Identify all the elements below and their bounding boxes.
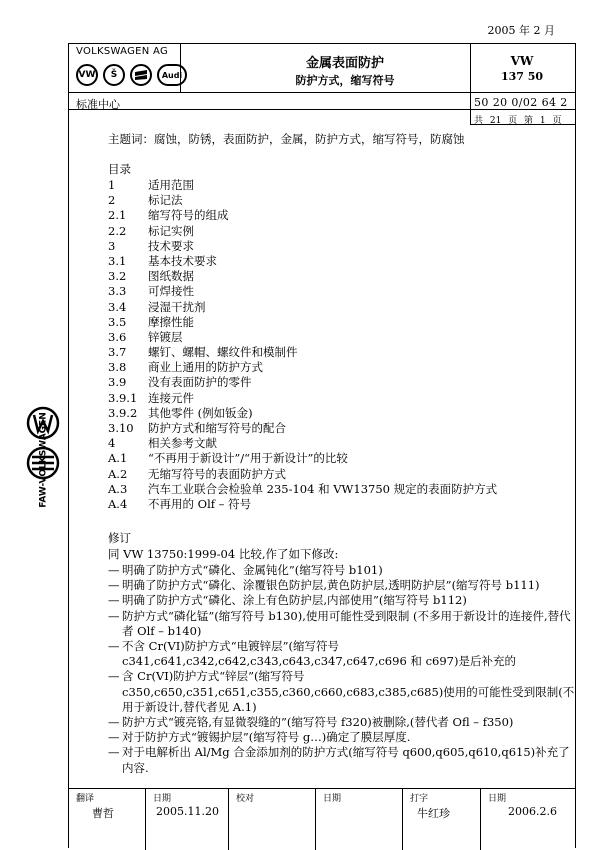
toc-text: 无缩写符号的表面防护方式 bbox=[148, 466, 286, 481]
document-number: 50 20 0/02 64 2 bbox=[474, 96, 568, 109]
toc-number: 2 bbox=[108, 193, 116, 208]
dash-bullet-icon: — bbox=[108, 593, 120, 608]
brand-name: VOLKSWAGEN AG bbox=[76, 46, 169, 57]
toc-number: 3.4 bbox=[108, 299, 127, 314]
toc-number: 3.6 bbox=[108, 329, 127, 344]
document-subtitle: 防护方式，缩写符号 bbox=[295, 74, 395, 87]
toc-item bbox=[108, 391, 497, 406]
toc-item bbox=[108, 421, 497, 436]
standard-number: 137 50 bbox=[500, 70, 544, 83]
document-date: 2005 年 2 月 bbox=[487, 24, 555, 37]
change-item bbox=[108, 639, 578, 669]
toc-number: A.2 bbox=[108, 466, 128, 481]
toc-number: 3.9.1 bbox=[108, 390, 138, 405]
toc-item bbox=[108, 224, 497, 239]
toc-item bbox=[108, 375, 497, 390]
toc-text: 相关参考文献 bbox=[148, 436, 217, 451]
footer-column-divider bbox=[402, 788, 403, 850]
change-text: 含 Cr(VI)防护方式“锌层”(缩写符号 c350,c650,c351,c651,c355,c360,c660,c683,c385,c685)使用的可能性受到限制(不用于新设计,替代者见 A.1) bbox=[122, 669, 575, 714]
translator-name: 曹哲 bbox=[92, 807, 114, 820]
skoda-logo-icon: Š bbox=[103, 64, 125, 86]
change-item bbox=[108, 730, 578, 745]
change-item bbox=[108, 593, 578, 608]
toc-item bbox=[108, 360, 497, 375]
toc-item bbox=[108, 254, 497, 269]
toc-item bbox=[108, 497, 497, 512]
header-divider bbox=[68, 92, 576, 93]
toc-item bbox=[108, 284, 497, 299]
toc-item bbox=[108, 345, 497, 360]
toc-number: 1 bbox=[108, 178, 116, 192]
footer-column-divider bbox=[315, 788, 316, 850]
toc-item bbox=[108, 436, 497, 451]
toc-text: 商业上通用的防护方式 bbox=[148, 360, 263, 375]
toc-heading: 目录 bbox=[108, 162, 131, 176]
toc-text: “不再用于新设计”/“用于新设计”的比较 bbox=[148, 451, 348, 466]
change-item bbox=[108, 563, 578, 578]
dash-bullet-icon: — bbox=[108, 639, 120, 654]
toc-number: 3.8 bbox=[108, 360, 127, 375]
dash-bullet-icon: — bbox=[108, 563, 120, 577]
toc-item bbox=[108, 482, 497, 497]
footer-column-divider bbox=[145, 788, 146, 850]
typist-label: 打字 bbox=[410, 794, 429, 804]
toc-item bbox=[108, 315, 497, 330]
page-count: 共 21 页 第 1 页 bbox=[474, 116, 562, 126]
toc-number: 4 bbox=[108, 436, 116, 451]
toc-item bbox=[108, 467, 497, 482]
toc-item bbox=[108, 330, 497, 345]
toc-text: 技术要求 bbox=[148, 238, 194, 253]
proofread-date-label: 日期 bbox=[323, 794, 342, 804]
change-item bbox=[108, 609, 578, 639]
toc-number: 3.3 bbox=[108, 284, 127, 299]
toc-text: 标记实例 bbox=[148, 223, 194, 238]
toc-item bbox=[108, 406, 497, 421]
toc-number: 3.10 bbox=[108, 421, 134, 435]
toc-text: 没有表面防护的零件 bbox=[148, 375, 252, 390]
toc-item bbox=[108, 239, 497, 254]
footer-column-divider bbox=[228, 788, 229, 850]
change-text: 防护方式“镀亮铬,有显微裂缝的”(缩写符号 f320)被删除,(替代者 Ofl – f350) bbox=[122, 715, 514, 730]
translation-date-label: 日期 bbox=[153, 794, 172, 804]
change-text: 防护方式“磷化锰”(缩写符号 b130),使用可能性受到限制 (不多用于新设计的连接件,替代者 Olf – b140) bbox=[122, 608, 571, 638]
typist-name: 牛红珍 bbox=[417, 807, 450, 820]
toc-number: 3.5 bbox=[108, 314, 127, 329]
typing-date-label: 日期 bbox=[488, 794, 507, 804]
toc-item bbox=[108, 269, 497, 284]
dash-bullet-icon: — bbox=[108, 669, 120, 684]
revision-heading: 修订 bbox=[108, 531, 131, 545]
toc-text: 螺钉、螺帽、螺纹件和模制件 bbox=[148, 345, 298, 360]
faw-vw-logo-text: FAW-VOLKSWAGEN bbox=[38, 412, 49, 508]
change-text: 明确了防护方式“磷化、涂上有色防护层,内部使用”(缩写符号 b112) bbox=[122, 593, 467, 608]
revision-change-list bbox=[108, 563, 578, 776]
audi-logo-icon: Audi bbox=[157, 64, 187, 86]
change-text: 明确了防护方式“磷化、金属钝化”(缩写符号 b101) bbox=[122, 563, 383, 577]
revision-intro: 同 VW 13750:1999-04 比较,作了如下修改: bbox=[108, 547, 339, 561]
translator-label: 翻译 bbox=[76, 794, 95, 804]
table-of-contents bbox=[108, 178, 497, 512]
dash-bullet-icon: — bbox=[108, 730, 120, 745]
toc-number: 2.2 bbox=[108, 223, 127, 238]
toc-text: 其他零件 (例如钣金) bbox=[148, 405, 253, 420]
document-title: 金属表面防护 bbox=[305, 56, 384, 71]
typing-date: 2006.2.6 bbox=[508, 805, 557, 818]
toc-number: 3.9 bbox=[108, 375, 127, 390]
toc-text: 标记法 bbox=[148, 193, 183, 208]
toc-text: 浸湿干扰剂 bbox=[148, 299, 206, 314]
change-item bbox=[108, 669, 578, 715]
proofread-label: 校对 bbox=[236, 794, 255, 804]
toc-text: 可焊接性 bbox=[148, 284, 194, 299]
toc-item bbox=[108, 193, 497, 208]
toc-text: 摩擦性能 bbox=[148, 314, 194, 329]
toc-text: 防护方式和缩写符号的配合 bbox=[148, 421, 286, 435]
change-text: 对于防护方式“镀锡护层”(缩写符号 g…)确定了膜层厚度. bbox=[122, 730, 411, 745]
toc-number: 3.7 bbox=[108, 345, 127, 360]
change-text: 不含 Cr(VI)防护方式“电镀锌层”(缩写符号 c341,c641,c342,c642,c343,c643,c347,c647,c696 和 c697)是后补充的 bbox=[122, 639, 516, 669]
toc-text: 图纸数据 bbox=[148, 269, 194, 284]
brand-logos bbox=[76, 64, 187, 86]
header-divider bbox=[68, 109, 576, 110]
vw-logo-icon: VW bbox=[76, 64, 98, 86]
toc-item bbox=[108, 208, 497, 223]
toc-text: 基本技术要求 bbox=[148, 253, 217, 268]
change-text: 对于电解析出 Al/Mg 合金添加剂的防护方式(缩写符号 q600,q605,q610,q615)补充了内容. bbox=[122, 745, 570, 775]
header-column-divider bbox=[470, 43, 471, 125]
change-item bbox=[108, 745, 578, 775]
toc-number: A.4 bbox=[108, 496, 128, 511]
dash-bullet-icon: — bbox=[108, 578, 120, 593]
toc-item bbox=[108, 300, 497, 315]
toc-number: A.3 bbox=[108, 481, 128, 496]
toc-number: 3.2 bbox=[108, 269, 127, 284]
keywords-line: 主题词：腐蚀，防锈，表面防护，金属，防护方式，缩写符号，防腐蚀 bbox=[108, 132, 465, 146]
toc-number: 2.1 bbox=[108, 208, 127, 223]
toc-text: 缩写符号的组成 bbox=[148, 208, 229, 223]
dash-bullet-icon: — bbox=[108, 608, 120, 623]
footer-column-divider bbox=[480, 788, 481, 850]
dash-bullet-icon: — bbox=[108, 745, 120, 760]
toc-text: 汽车工业联合会检验单 235-104 和 VW13750 规定的表面防护方式 bbox=[148, 481, 498, 496]
standard-prefix: VW bbox=[510, 54, 534, 68]
toc-item bbox=[108, 178, 497, 193]
dash-bullet-icon: — bbox=[108, 715, 120, 730]
toc-number: 3.1 bbox=[108, 253, 127, 268]
toc-text: 锌镀层 bbox=[148, 329, 183, 344]
seat-logo-icon bbox=[130, 64, 152, 86]
toc-number: 3.9.2 bbox=[108, 405, 138, 420]
translation-date: 2005.11.20 bbox=[156, 805, 219, 818]
toc-number: 3 bbox=[108, 238, 116, 253]
toc-text: 连接元件 bbox=[148, 390, 194, 405]
change-item bbox=[108, 578, 578, 593]
toc-text: 不再用的 Olf – 符号 bbox=[148, 496, 252, 511]
change-item bbox=[108, 715, 578, 730]
toc-text: 适用范围 bbox=[148, 178, 194, 192]
toc-item bbox=[108, 451, 497, 466]
change-text: 明确了防护方式“磷化、涂覆银色防护层,黄色防护层,透明防护层”(缩写符号 b111) bbox=[122, 578, 540, 593]
toc-number: A.1 bbox=[108, 451, 128, 466]
department-label: 标准中心 bbox=[76, 98, 120, 111]
